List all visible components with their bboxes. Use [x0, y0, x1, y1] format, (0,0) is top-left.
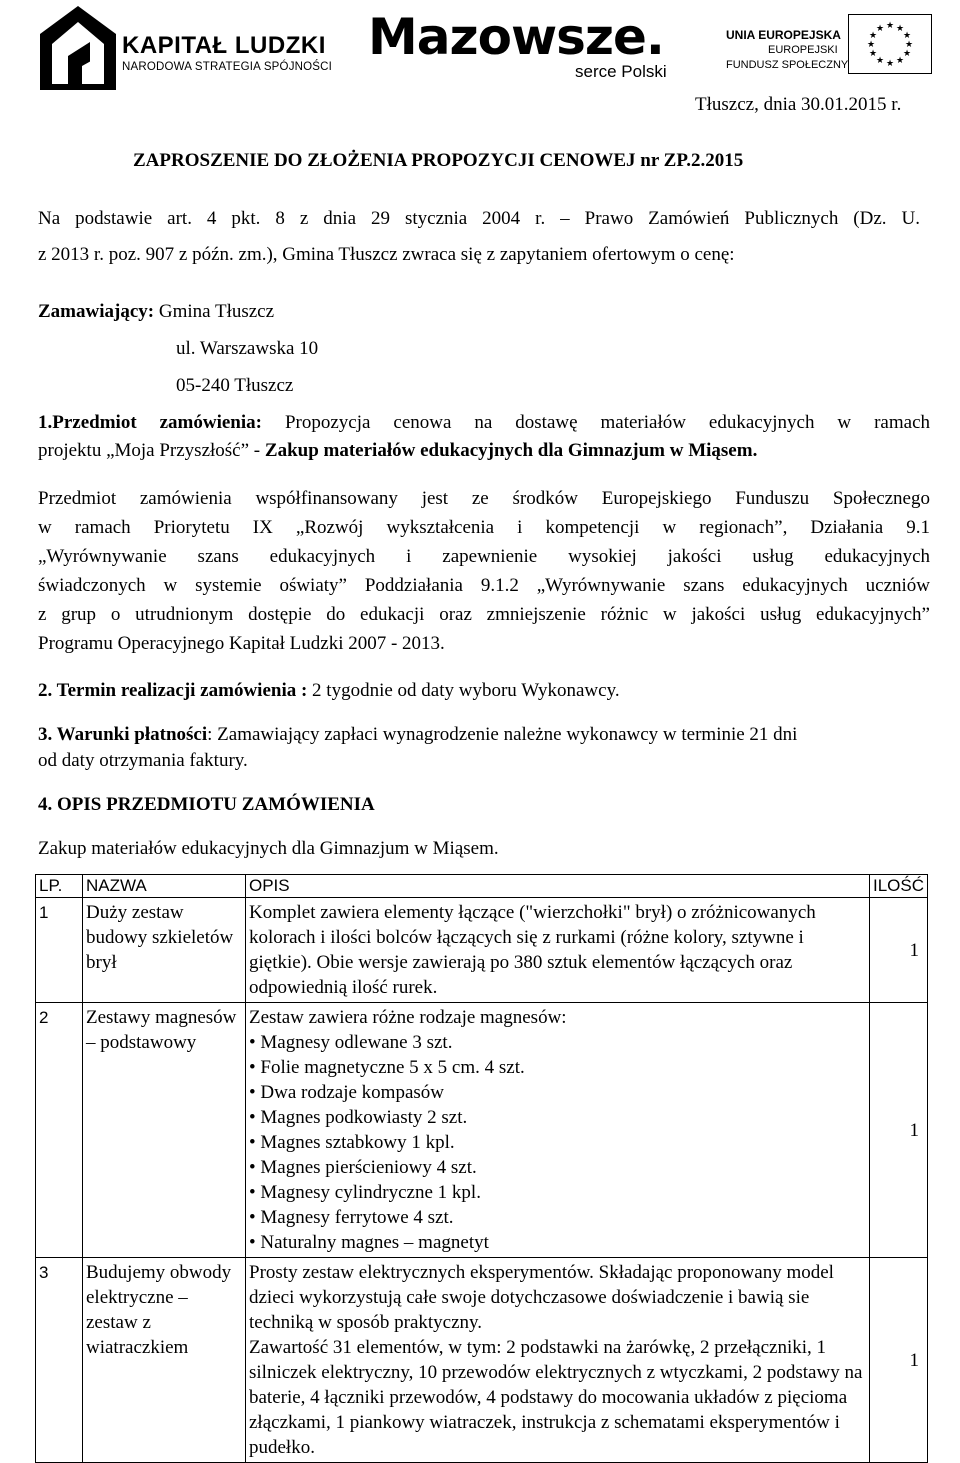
page-title: ZAPROSZENIE DO ZŁOŻENIA PROPOZYCJI CENOWEJ nr ZP.2.2015	[133, 150, 744, 171]
svg-text:★: ★	[903, 31, 912, 41]
header-logos	[0, 0, 960, 95]
cell-name: Budujemy obwody elektryczne – zestaw z wiatraczkiem	[83, 1258, 246, 1463]
svg-text:★: ★	[896, 24, 905, 34]
cofin-line-2: w ramach Priorytetu IX „Rozwój wykształcenia i kompetencji w regionach”, Działania 9.1	[38, 517, 930, 538]
cell-name: Zestawy magnesów – podstawowy	[83, 1003, 246, 1258]
section-2	[38, 680, 620, 702]
section-2-label: 2. Termin realizacji zamówienia :	[38, 680, 308, 701]
cofin-line-5: z grup o utrudnionym dostępie do edukacji oraz zmniejszenie różnic w jakości usług edukacyjnych”	[38, 604, 930, 625]
mazowsze-logo: Mazowsze.	[368, 8, 664, 66]
section-1-line-1	[38, 412, 930, 434]
cell-qty: 1	[869, 1003, 927, 1258]
ue-title: UNIA EUROPEJSKA	[726, 28, 841, 42]
col-header-desc: OPIS	[246, 875, 870, 898]
section-3-text-2: od daty otrzymania faktury.	[38, 750, 248, 771]
date-line: Tłuszcz, dnia 30.01.2015 r.	[695, 94, 902, 115]
list-item: • Magnesy ferrytowe 4 szt.	[249, 1205, 866, 1230]
section-1-text-a: Propozycja cenowa na dostawę materiałów edukacyjnych w ramach	[284, 412, 931, 433]
intro-line-2: z 2013 r. poz. 907 z późn. zm.), Gmina Tłuszcz zwraca się z zapytaniem ofertowym o cenę:	[38, 244, 735, 265]
section-4-label: 4. OPIS PRZEDMIOTU ZAMÓWIENIA	[38, 794, 375, 815]
cofin-line-1: Przedmiot zamówienia współfinansowany jest ze środków Europejskiego Funduszu Społecznego	[38, 488, 930, 509]
col-header-lp: LP.	[36, 875, 83, 898]
cell-lp: 3	[36, 1258, 83, 1463]
eu-flag-icon	[848, 14, 932, 74]
section-3	[38, 724, 797, 746]
svg-text:★: ★	[869, 31, 878, 41]
list-item: • Magnesy cylindryczne 1 kpl.	[249, 1180, 866, 1205]
cofin-line-6: Programu Operacyjnego Kapitał Ludzki 2007 - 2013.	[38, 633, 445, 654]
list-item: • Magnesy odlewane 3 szt.	[249, 1030, 866, 1055]
col-header-name: NAZWA	[83, 875, 246, 898]
bullet-list	[249, 1030, 866, 1255]
intro-line-1: Na podstawie art. 4 pkt. 8 z dnia 29 stycznia 2004 r. – Prawo Zamówień Publicznych (Dz. U.	[38, 208, 920, 229]
cell-desc: Komplet zawiera elementy łączące ("wierzchołki" brył) o zróżnicowanych kolorach i ilości bolców łączących się z rurkami (różne kolory, sztywne i giętkie). Obie wersje zawierają po 380 sztuk elementów łączących oraz odpowiednią ilość rurek.	[246, 898, 870, 1003]
section-1-bold-b: Zakup materiałów edukacyjnych dla Gimnazjum w Miąsem.	[264, 440, 758, 461]
section-3-text: : Zamawiający zapłaci wynagrodzenie należne wykonawcy w terminie 21 dni	[207, 724, 798, 745]
col-header-qty: ILOŚĆ	[869, 875, 927, 898]
mazowsze-subtitle: serce Polski	[575, 62, 667, 81]
zamawiajacy-name: Gmina Tłuszcz	[158, 301, 275, 322]
list-item: • Magnes podkowiasty 2 szt.	[249, 1105, 866, 1130]
section-4-text: Zakup materiałów edukacyjnych dla Gimnazjum w Miąsem.	[38, 838, 499, 859]
ue-line2: EUROPEJSKI	[768, 44, 838, 56]
svg-text:★: ★	[886, 21, 895, 31]
section-1-text-b: projektu „Moja Przyszłość” -	[38, 440, 261, 461]
kapital-ludzki-subtitle: NARODOWA STRATEGIA SPÓJNOŚCI	[122, 61, 333, 73]
kapital-ludzki-title: KAPITAŁ LUDZKI	[122, 32, 326, 59]
svg-text:★: ★	[896, 56, 905, 66]
ue-line3: FUNDUSZ SPOŁECZNY	[726, 59, 849, 71]
list-item: • Magnes pierścieniowy 4 szt.	[249, 1155, 866, 1180]
address-street: ul. Warszawska 10	[176, 338, 319, 359]
cell-qty: 1	[869, 898, 927, 1003]
cell-lp: 2	[36, 1003, 83, 1258]
cofin-line-4: świadczonych w systemie oświaty” Poddziałania 9.1.2 „Wyrównywanie szans edukacyjnych uczniów	[38, 575, 930, 596]
svg-text:★: ★	[876, 24, 885, 34]
cofin-line-3: „Wyrównywanie szans edukacyjnych i zapewnienie wysokiej jakości usług edukacyjnych	[38, 546, 930, 567]
svg-text:★: ★	[905, 40, 914, 50]
cell-desc	[246, 1003, 870, 1258]
section-3-label: 3. Warunki płatności	[38, 724, 208, 745]
cell-lp: 1	[36, 898, 83, 1003]
svg-text:★: ★	[876, 56, 885, 66]
table-row	[36, 898, 928, 1003]
list-item: • Naturalny magnes – magnetyt	[249, 1230, 866, 1255]
table-header-row	[36, 875, 928, 898]
cell-desc	[246, 1258, 870, 1463]
svg-text:★: ★	[869, 49, 878, 59]
zamawiajacy	[38, 301, 274, 323]
address-city: 05-240 Tłuszcz	[176, 375, 294, 396]
table-row	[36, 1003, 928, 1258]
cell-desc-p2: Zawartość 31 elementów, w tym: 2 podstawki na żarówkę, 2 przełączniki, 1 silniczek elektryczny, 10 przewodów elektrycznych z wtyczkami, 2 podstawy na baterie, 4 łączniki przewodów, 4 podstawy do mocowania układów z pięcioma złączkami, 1 piankowy wiatraczek, instrukcja z schematami eksperymentów i pudełko.	[249, 1337, 863, 1458]
kapital-ludzki-logo-icon	[38, 4, 118, 92]
cell-desc-p1: Prosty zestaw elektrycznych eksperymentów. Składając proponowany model dzieci wykorzystują całe swoje dotychczasowe doświadczenie i bawią sie techniką w sposób praktyczny.	[249, 1262, 834, 1333]
list-item: • Dwa rodzaje kompasów	[249, 1080, 866, 1105]
list-item: • Magnes sztabkowy 1 kpl.	[249, 1130, 866, 1155]
cell-name: Duży zestaw budowy szkieletów brył	[83, 898, 246, 1003]
section-1-label: 1.Przedmiot zamówienia:	[38, 412, 262, 433]
zamawiajacy-label: Zamawiający:	[38, 301, 155, 322]
cell-desc-intro: Zestaw zawiera różne rodzaje magnesów:	[249, 1007, 567, 1028]
list-item: • Folie magnetyczne 5 x 5 cm. 4 szt.	[249, 1055, 866, 1080]
svg-text:★: ★	[886, 59, 895, 69]
svg-text:★: ★	[903, 49, 912, 59]
cell-qty: 1	[869, 1258, 927, 1463]
section-2-text: 2 tygodnie od daty wyboru Wykonawcy.	[312, 680, 620, 701]
svg-text:★: ★	[867, 40, 876, 50]
items-table	[35, 874, 928, 1463]
section-1-line-2	[38, 440, 757, 462]
table-row	[36, 1258, 928, 1463]
